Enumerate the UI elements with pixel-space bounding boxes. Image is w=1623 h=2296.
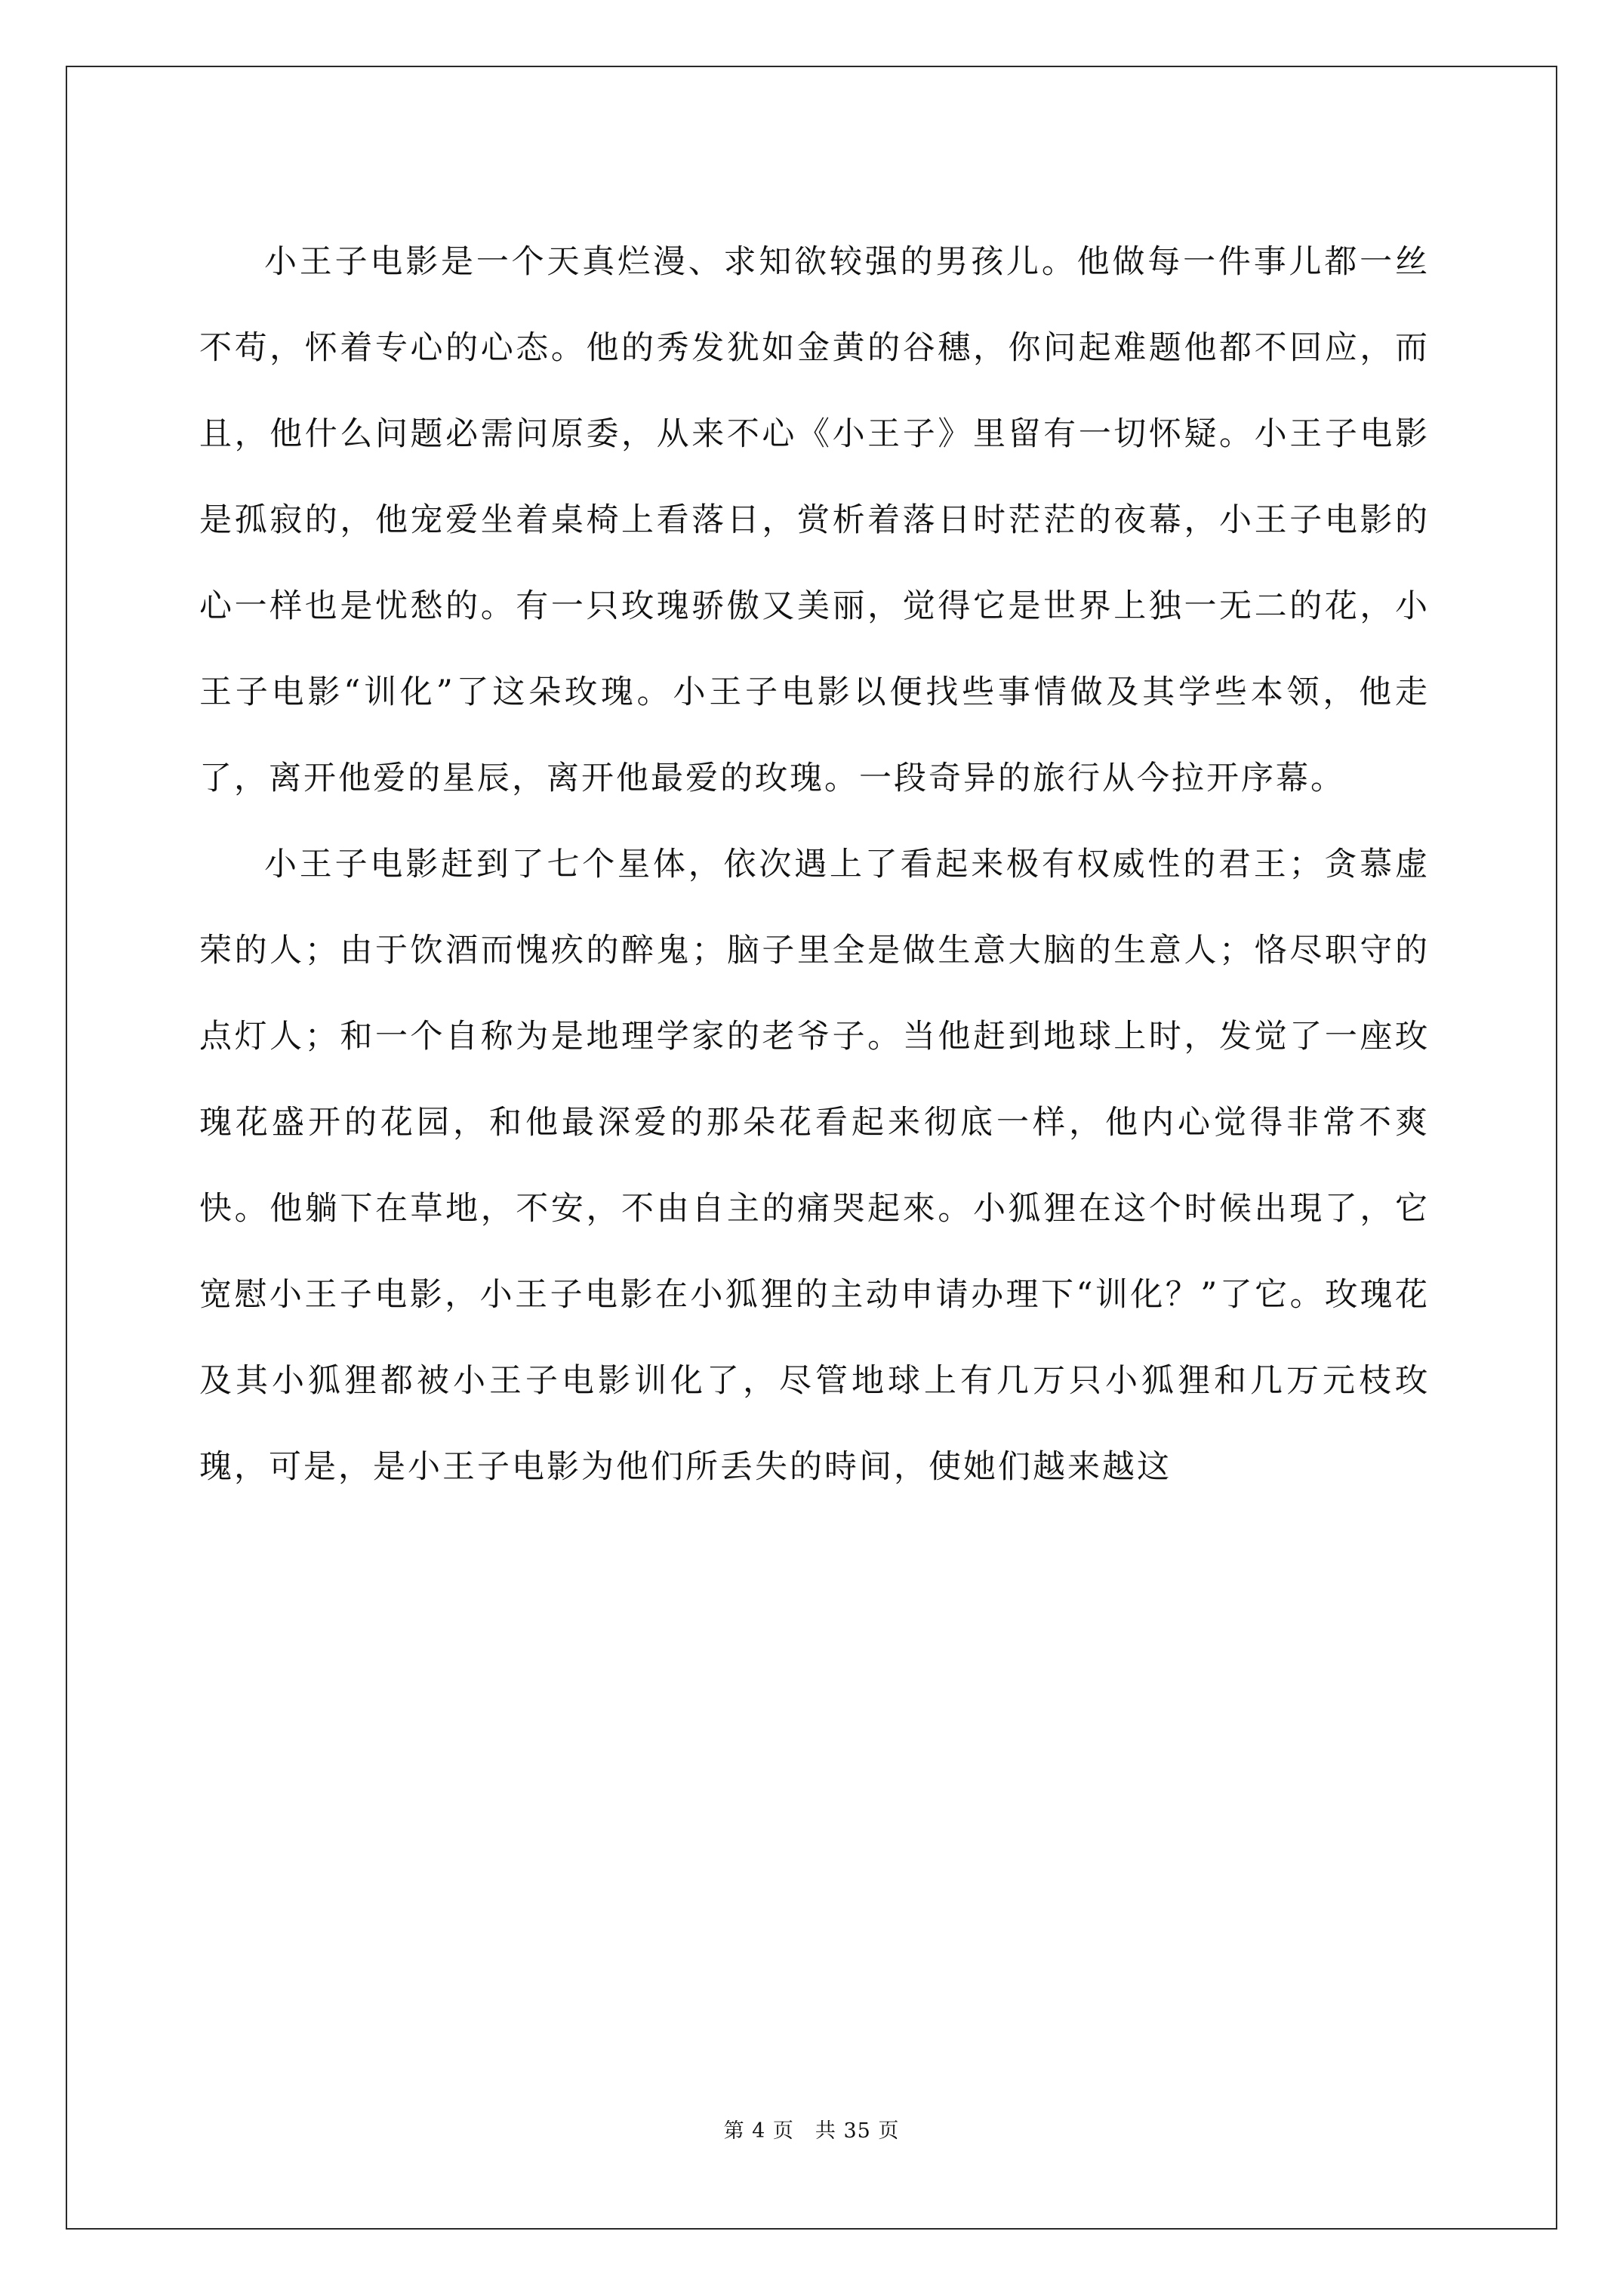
document-body — [199, 219, 1430, 1510]
paragraph-1: 小王子电影是一个天真烂漫、求知欲较强的男孩儿。他做每一件事儿都一丝不苟，怀着专心的心态。他的秀发犹如金黄的谷穗，你问起难题他都不回应，而且，他什么问题必需问原委，从来不心《小王子》里留有一切怀疑。小王子电影是孤寂的，他宠爱坐着桌椅上看落日，赏析着落日时茫茫的夜幕，小王子电影的心一样也是忧愁的。有一只玫瑰骄傲又美丽，觉得它是世界上独一无二的花，小王子电影“训化”了这朵玫瑰。小王子电影以便找些事情做及其学些本领，他走了，离开他爱的星辰，离开他最爱的玫瑰。一段奇异的旅行从今拉开序幕。 — [199, 243, 1430, 797]
paragraph-2: 小王子电影赶到了七个星体，依次遇上了看起来极有权威性的君王；贪慕虚荣的人；由于饮酒而愧疚的醉鬼；脑子里全是做生意大脑的生意人；恪尽职守的点灯人；和一个自称为是地理学家的老爷子。当他赶到地球上时，发觉了一座玫瑰花盛开的花园，和他最深爱的那朵花看起来彻底一样，他内心觉得非常不爽快。他躺下在草地，不安，不由自主的痛哭起來。小狐狸在这个时候出現了，它宽慰小王子电影，小王子电影在小狐狸的主动申请办理下“训化？”了它。玫瑰花及其小狐狸都被小王子电影训化了，尽管地球上有几万只小狐狸和几万元枝玫瑰，可是，是小王子电影为他们所丢失的時间，使她们越来越这 — [199, 846, 1430, 1486]
page-number-footer: 第 4 页 共 35 页 — [723, 2119, 900, 2143]
